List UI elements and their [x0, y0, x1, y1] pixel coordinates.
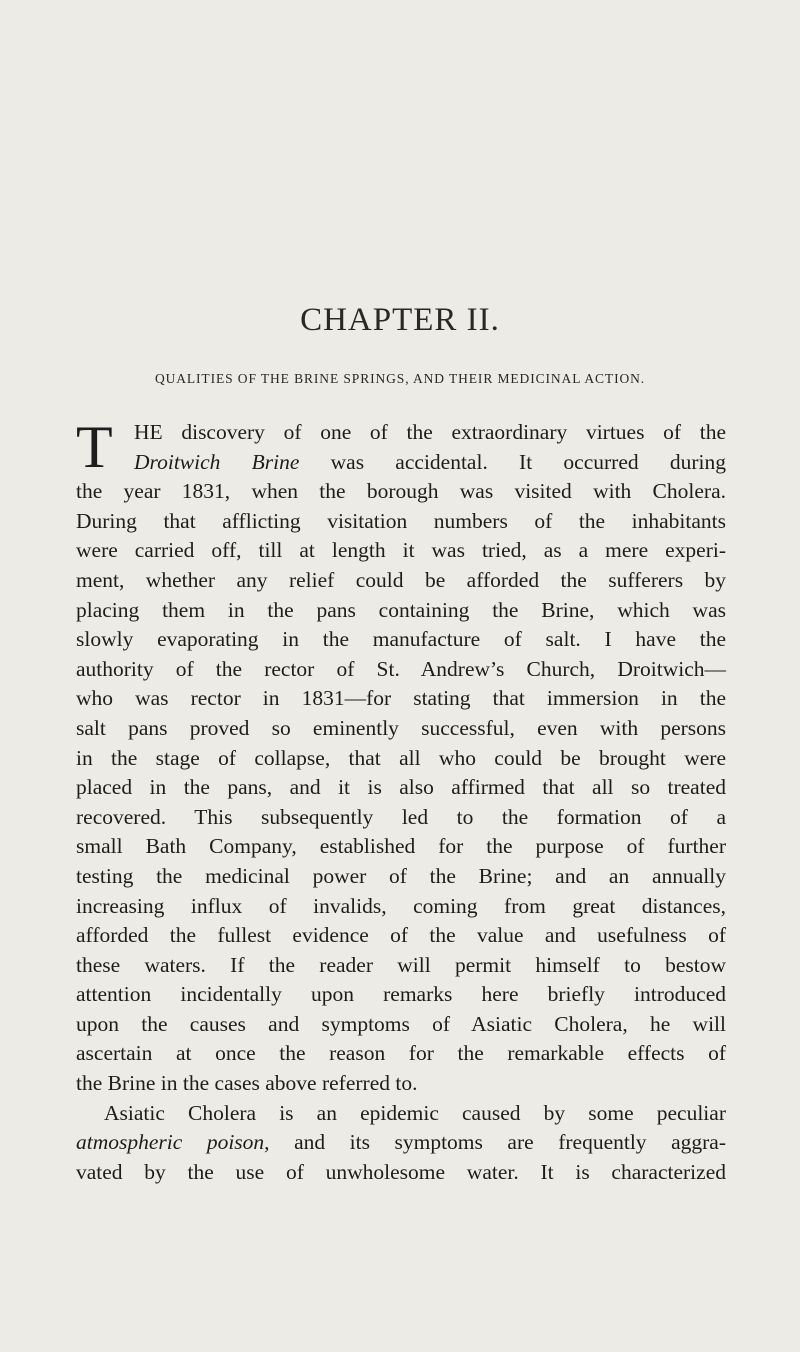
- italic-phrase: Droitwich Brine: [134, 449, 300, 474]
- drop-cap: T: [76, 414, 113, 480]
- chapter-subtitle: QUALITIES OF THE BRINE SPRINGS, AND THEIR MEDICINAL ACTION.: [154, 371, 646, 386]
- text-line: [76, 418, 726, 448]
- text-line: slowly evaporating in the manufacture of salt. I have the: [76, 627, 726, 652]
- text-line: ascertain at once the reason for the remarkable effects of: [76, 1041, 726, 1066]
- chapter-title: CHAPTER II.: [300, 302, 500, 338]
- text-line: ment, whether any relief could be afforded the sufferers by: [76, 567, 726, 592]
- text-line: increasing influx of invalids, coming from great distances,: [76, 893, 726, 918]
- text-line: afforded the fullest evidence of the value and usefulness of: [76, 923, 726, 948]
- text-line: salt pans proved so eminently successful, even with persons: [76, 715, 726, 740]
- text-line: these waters. If the reader will permit himself to bestow: [76, 952, 726, 977]
- text-segment: HE discovery of one of the extraordinary virtues of the: [134, 420, 726, 444]
- text-line: the year 1831, when the borough was visited with Cholera.: [76, 479, 726, 504]
- text-segment: and its symptoms are frequently aggra-: [269, 1130, 726, 1155]
- text-line: [76, 448, 726, 478]
- text-line: upon the causes and symptoms of Asiatic Cholera, he will: [76, 1011, 726, 1036]
- text-line: Asiatic Cholera is an epidemic caused by some peculiar: [104, 1100, 726, 1125]
- text-line: small Bath Company, established for the purpose of further: [76, 834, 726, 859]
- text-line: During that afflicting visitation numbers of the inhabitants: [76, 508, 726, 533]
- text-line: were carried off, till at length it was tried, as a mere experi-: [76, 538, 726, 563]
- text-line: placed in the pans, and it is also affirmed that all so treated: [76, 775, 726, 800]
- text-line: in the stage of collapse, that all who could be brought were: [76, 745, 726, 770]
- text-line: attention incidentally upon remarks here briefly introduced: [76, 982, 726, 1007]
- italic-phrase: atmospheric poison,: [76, 1130, 270, 1155]
- text-line: vated by the use of unwholesome water. It is characterized: [76, 1159, 726, 1184]
- text-line: authority of the rector of St. Andrew’s Church, Droitwich—: [76, 656, 726, 681]
- body-text: [76, 414, 726, 1187]
- text-line: who was rector in 1831—for stating that immersion in the: [76, 686, 726, 711]
- text-line: recovered. This subsequently led to the formation of a: [76, 804, 726, 829]
- text-line: placing them in the pans containing the Brine, which was: [76, 597, 726, 622]
- text-segment: was accidental. It occurred during: [299, 449, 726, 474]
- text-line: the Brine in the cases above referred to.: [76, 1071, 418, 1096]
- text-line: [76, 1128, 726, 1158]
- text-line: testing the medicinal power of the Brine; and an annually: [76, 863, 726, 888]
